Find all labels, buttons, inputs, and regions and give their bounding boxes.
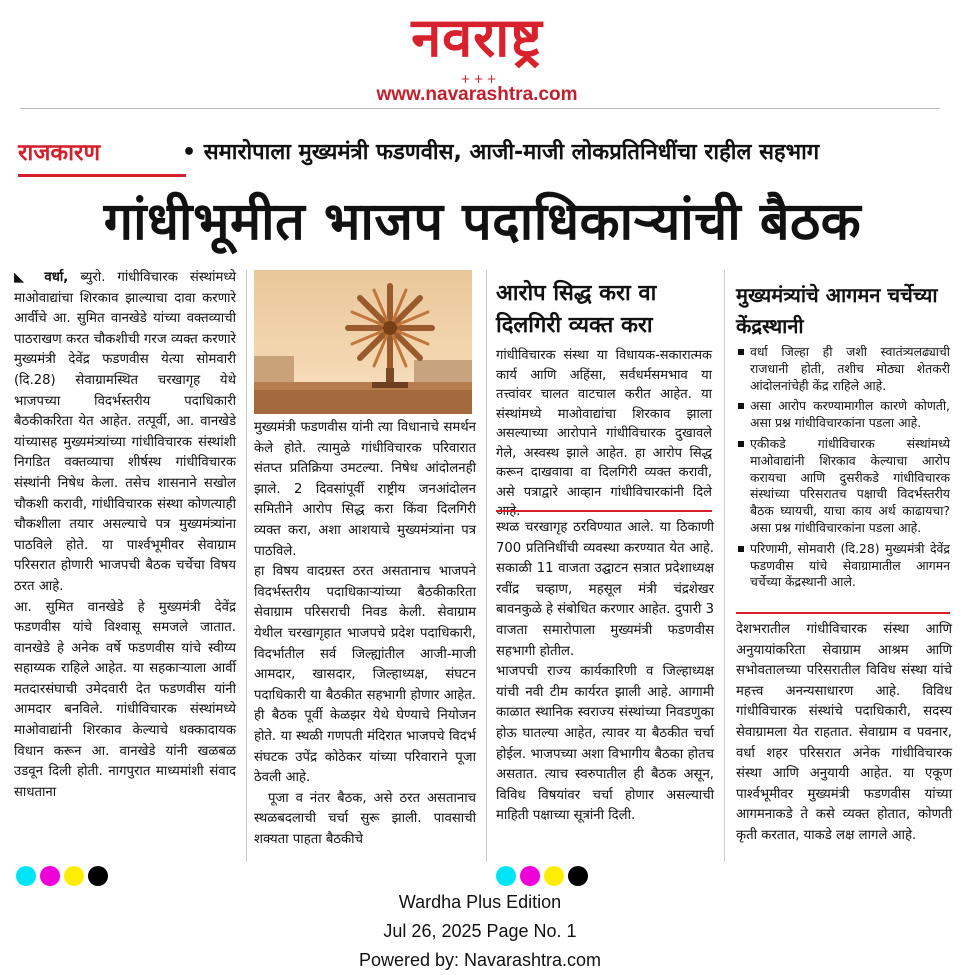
newspaper-logo: नवराष्ट्र bbox=[411, 6, 543, 69]
column1-para1 bbox=[14, 268, 236, 598]
headline: गांधीभूमीत भाजप पदाधिकाऱ्यांची बैठक bbox=[103, 192, 862, 252]
article-column-4: देशभरातील गांधीविचारक संस्था आणि अनुयायांकरिता सेवाग्राम आश्रम आणि सभोवतालच्या परिसरातील विविध संस्था यांचे महत्त्व अनन्यसाधारण आहे. विविध गांधीविचारक संस्थांचे पदाधिकारी, सदस्य सेवाग्रामला येत राहतात. सेवाग्राम व पवनार, वर्धा शहर परिसरात अनेक गांधीविचारक संस्था आणि अनुयायी आहेत. या एकूण पार्श्वभूमीवर मुख्यमंत्री फडणवीस यांच्या आगमनाकडे ते कसे व्यक्त होतात, कोणती कृती करतात, याकडे लक्ष लागले आहे. bbox=[736, 622, 952, 843]
dateline-marker: ◣ bbox=[14, 270, 45, 285]
magenta-dot bbox=[40, 866, 60, 886]
article-column-2 bbox=[254, 418, 476, 864]
section-label: राजकारण bbox=[18, 140, 101, 166]
edition-name: Wardha Plus Edition bbox=[398, 892, 562, 912]
masthead-divider bbox=[20, 108, 940, 109]
website-suffix: .com bbox=[533, 84, 578, 105]
column-divider bbox=[486, 270, 487, 862]
website-prefix: www. bbox=[376, 84, 426, 105]
article-column-3 bbox=[496, 518, 714, 864]
box2-bullet-list bbox=[736, 344, 950, 595]
article-column-1 bbox=[14, 268, 236, 864]
website-url bbox=[322, 84, 632, 106]
edition-footer bbox=[0, 888, 960, 975]
yellow-dot bbox=[64, 866, 84, 886]
bullet-item: एकीकडे गांधीविचारक संस्थांमध्ये माओवाद्यांनी शिरकाव केल्याचा आरोप करायचा आणि दुसरीकडे गांधीविचारक संस्थांच्या परिसरातच पक्षाची विदर्भस्तरीय बैठक घ्यायची, याचा काय अर्थ काढायचा? असा प्रश्न गांधीविचारकांना पडला आहे. bbox=[736, 436, 950, 537]
bullet-item: असा आरोप करण्यामागील कारणे कोणती, असा प्रश्न गांधीविचारकांना पडला आहे. bbox=[736, 398, 950, 432]
column1-text: गांधीविचारक संस्थांमध्ये माओवाद्यांचा शिरकाव झाल्याचा दावा करणारे आर्वीचे आ. सुमित वानखेडे यांच्या वक्तव्याची पाठराखण करत चौकशीची गरज व्यक्त करणारे मुख्यमंत्री देवेंद्र फडणवीस येत्या सोमवारी (दि.28) सेवाग्रामस्थित चरखागृह येथे भाजपच्या विदर्भस्तरीय पदाधिकारी बैठकीकरिता येत आहेत. तत्पूर्वी, आ. वानखेडे यांच्यासह मुख्यमंत्र्यांच्या गांधीविचारक संस्थांशी निगडित वक्तव्याचा शीर्षस्थ गांधीविचारक संस्थांनी निषेध केला. तसेच शासनाने सखोल चौकशी करावी, गांधीविचारक संस्था कोणत्याही चौकशीला तयार असल्याचे पत्र मुख्यमंत्र्यांना पाठविले होते. या पार्श्वभूमीवर सेवाग्राम परिसरात होणारी भाजपची बैठक चर्चेचा विषय ठरत आहे. bbox=[14, 270, 237, 594]
black-dot bbox=[568, 866, 588, 886]
section-underline bbox=[18, 174, 186, 177]
edition-date-page: Jul 26, 2025 Page No. 1 bbox=[383, 921, 577, 941]
charkha-photo bbox=[254, 270, 472, 414]
cyan-dot bbox=[16, 866, 36, 886]
magenta-dot bbox=[520, 866, 540, 886]
cyan-dot bbox=[496, 866, 516, 886]
logo-ornament: +++ bbox=[460, 72, 500, 86]
column-divider bbox=[246, 270, 247, 862]
column2-para1: मुख्यमंत्री फडणवीस यांनी त्या विधानाचे समर्थन केले होते. त्यामुळे गांधीविचारक परिवारात संतप्त प्रतिक्रिया उमटल्या. निषेध आंदोलनही झाले. 2 दिवसांपूर्वी राष्ट्रीय जनआंदोलन समितीने आरोप सिद्ध करा किंवा दिलगिरी व्यक्त करा, अशा आशयाचे मुख्यमंत्र्यांना पत्र पाठविले. bbox=[254, 420, 476, 559]
kicker-line: • समारोपाला मुख्यमंत्री फडणवीस, आजी-माजी लोकप्रतिनिधींचा राहील सहभाग bbox=[182, 140, 820, 165]
box1-body: गांधीविचारक संस्था या विधायक-सकारात्मक कार्य आणि अहिंसा, सर्वधर्मसमभाव या तत्त्वांवर चालत वाटचाल करीत आहेत. या संस्थांमध्ये माओवाद्यांचा शिरकाव झाला असल्याच्या आरोपाने गांधीविचारक दुखावले गेले, अस्वस्थ झाले आहेत. हा आरोप सिद्ध करून दाखवावा वा दिलगिरी व्यक्त करावी, असे पत्राद्वारे आव्हान गांधीविचारकांनी दिले bbox=[496, 348, 712, 500]
column-divider bbox=[724, 270, 725, 862]
box1-title: आरोप सिद्ध करा वा दिलगिरी व्यक्त करा bbox=[496, 281, 657, 338]
byline: ब्युरो. bbox=[68, 270, 106, 285]
column3-para2: भाजपची राज्य कार्यकारिणी व जिल्हाध्यक्ष यांची नवी टीम कार्यरत झाली आहे. आगामी काळात स्थानिक स्वराज्य संस्थांच्या निवडणुका होऊ घातल्या आहेत, त्यावर या बैठकीत चर्चा होईल. भाजपच्या अशा विभागीय बैठका होतच असतात. त्याच स्वरुपातील ही बैठक असून, विविध विषयांवर चर्चा होणार असल्याची माहिती पक्षाच्या सूत्रांनी दिली. bbox=[496, 664, 714, 824]
registration-marks-left bbox=[16, 866, 116, 886]
website-name: navarashtra bbox=[425, 84, 534, 105]
column1-para2: आ. सुमित वानखेडे हे मुख्यमंत्री देवेंद्र फडणवीस यांचे विश्वासू समजले जातात. वानखेडे हे अनेक वर्षे फडणवीस यांचे स्वीय्य सहाय्यक राहिले आहेत. या सहकाऱ्याला आर्वी मतदारसंघाची उमेदवारी देत फडणवीस यांनी आमदार बनविले. गांधीविचारक संस्थांमध्ये माओवाद्यांनी शिरकाव केल्याचे धक्कादायक विधान करून आ. वानखेडे यांनी खळबळ उडवून दिली होती. नागपुरात माध्यमांशी संवाद साधताना bbox=[14, 599, 236, 800]
charkha-photo-svg bbox=[254, 270, 472, 414]
column2-para3: पूजा व नंतर बैठक, असे ठरत असतानाच स्थळबदलाची चर्चा सुरू झाली. पावसाची शक्यता पाहता बैठकीचे bbox=[254, 790, 476, 847]
box2-divider bbox=[736, 612, 950, 614]
black-dot bbox=[88, 866, 108, 886]
dateline: वर्धा, bbox=[44, 270, 69, 285]
powered-by: Powered by: Navarashtra.com bbox=[358, 950, 602, 970]
bullet-item: वर्धा जिल्हा ही जशी स्वातंत्र्यलढ्याची राजधानी होती, तशीच मोठ्या शेतकरी आंदोलनांचेही केंद्र राहिले आहे. bbox=[736, 344, 950, 394]
column2-para2: हा विषय वादग्रस्त ठरत असतानाच भाजपने विदर्भस्तरीय पदाधिकाऱ्यांच्या बैठकीकरिता सेवाग्राम परिसराची निवड केली. सेवाग्राम येथील चरखागृहात भाजपचे प्रदेश पदाधिकारी, विदर्भातील सर्व जिल्ह्यांतील आजी-माजी आमदार, खासदार, जिल्हाध्यक्ष, संघटन पदाधिकारी या बैठकीत सहभागी होणार आहेत. ही बैठक पूर्वी केळझर येथे घेण्याचे नियोजन होते. या स्थळी गणपती मंदिरात भाजपचे विदर्भ संघटक उपेंद्र कोठेकर यांच्या परिवाराने पूजा ठेवली आहे. bbox=[254, 564, 476, 786]
box1-divider bbox=[496, 510, 712, 512]
masthead bbox=[0, 0, 960, 118]
column3-para1: स्थळ चरखागृह ठरविण्यात आले. या ठिकाणी 700 प्रतिनिधींची व्यवस्था करण्यात येत आहे. सकाळी 11 वाजता उद्घाटन सत्रात प्रदेशाध्यक्ष रवींद्र चव्हाण, महसूल मंत्री चंद्रशेखर बावनकुळे हे संबोधित करणार आहेत. दुपारी 3 वाजता समारोपाला मुख्यमंत्री फडणवीस सहभागी होतील. bbox=[496, 520, 714, 659]
bullet-item: परिणामी, सोमवारी (दि.28) मुख्यमंत्री देवेंद्र फडणवीस यांचे सेवाग्रामातील आगमन चर्चेच्या केंद्रस्थानी आले. bbox=[736, 541, 950, 591]
box2-title: मुख्यमंत्र्यांचे आगमन चर्चेच्या केंद्रस्थानी bbox=[736, 283, 938, 338]
registration-marks-right bbox=[496, 866, 596, 886]
yellow-dot bbox=[544, 866, 564, 886]
